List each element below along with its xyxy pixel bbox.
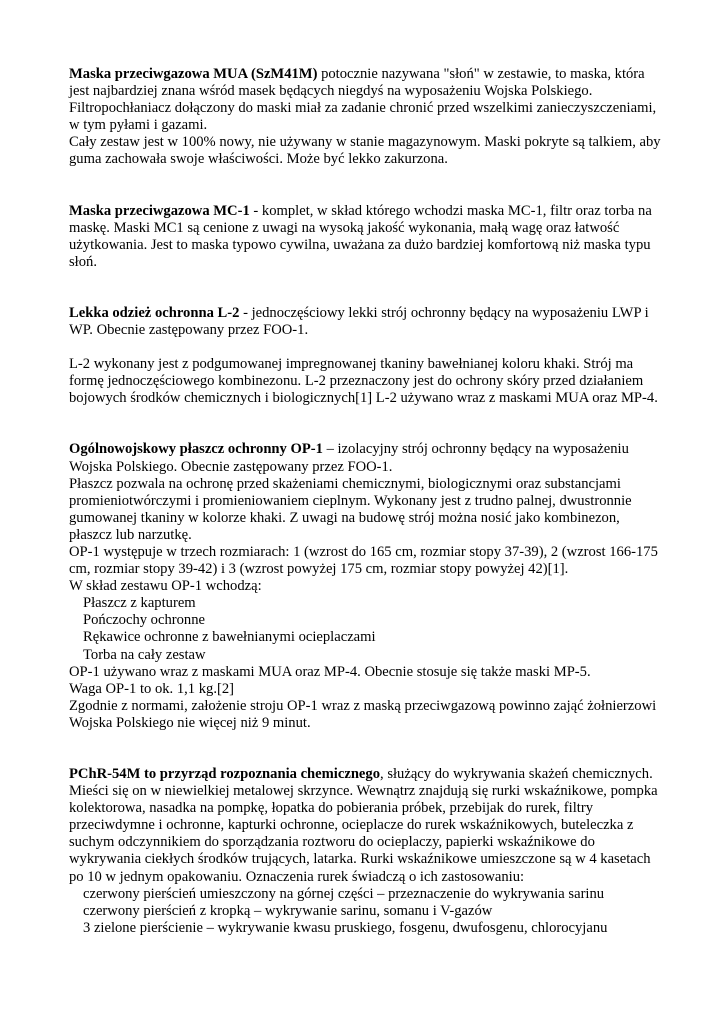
op1-lead: – izolacyjny strój ochronny będący na wyposażeniu Wojska Polskiego. Obecnie zastępowany przez FOO-1. (69, 441, 629, 475)
mua-lead: potocznie nazywana "słoń" w zestawie, to maska, która jest najbardziej znana wśród masek będących niegdyś na wyposażeniu Wojska Polskiego. Filtropochłaniacz dołączony do maski miał za zadanie chronić przed wszelkimi zanieczyszczeniami, w tym pyłami i gazami. (69, 66, 657, 134)
op1-list-item: Pończochy ochronne (83, 612, 205, 629)
mua-title: Maska przeciwgazowa MUA (SzM41M) (69, 66, 318, 82)
mua-paragraph (69, 66, 664, 134)
pchr-list-item: czerwony pierścień umieszczony na górnej części – przeznaczenie do wykrywania sarinu (83, 885, 605, 902)
l2-lead: - jednoczęściowy lekki strój ochronny będący na wyposażeniu LWP i WP. Obecnie zastępowany przez FOO-1. (69, 304, 649, 339)
op1-paragraph-4: W skład zestawu OP-1 wchodzą: (69, 578, 262, 595)
section-mc1 (69, 203, 664, 271)
op1-list-item: Rękawice ochronne z bawełnianymi ocieplaczami (83, 629, 376, 646)
op1-paragraph-7: Zgodnie z normami, założenie stroju OP-1 wraz z maską przeciwgazową powinno zająć żołnierzowi Wojska Polskiego nie więcej niż 9 minut. (69, 697, 657, 731)
section-l2 (69, 305, 664, 407)
l2-paragraph (69, 305, 664, 339)
op1-title: Ogólnowojskowy płaszcz ochronny OP-1 (69, 441, 323, 458)
op1-list-item: Torba na cały zestaw (83, 646, 206, 663)
op1-paragraph-5: OP-1 używano wraz z maskami MUA oraz MP-4. Obecnie stosuje się także maski MP-5. (69, 663, 591, 680)
pchr-lead: , służący do wykrywania skażeń chemicznych. Mieści się on w niewielkiej metalowej skrzynce. Wewnątrz znajdują się rurki wskaźnikowe, pompka kolektorowa, nasadka na pompkę, łopatka do pobierania próbek, przebijak do rurek, filtry przeciwdymne i ochronne, kapturki ochronne, ocieplacze do rurek wskaźnikowych, buteleczka z suchym odczynnikiem do sporządzania roztworu do ocieplaczy, papierki wskaźnikowe do wykrywania ciekłych środków trujących, latarka. Rurki wskaźnikowe umieszczone są w 4 kasetach po 10 w jednym opakowaniu. Oznaczenia rurek świadczą o ich zastosowaniu: (69, 766, 658, 885)
section-mua (69, 66, 664, 169)
section-op1 (69, 441, 664, 732)
mc1-paragraph (69, 203, 664, 271)
op1-paragraph-6: Waga OP-1 to ok. 1,1 kg.[2] (69, 680, 235, 697)
section-pchr (69, 766, 664, 937)
pchr-list-item: czerwony pierścień z kropką – wykrywanie sarinu, somanu i V-gazów (83, 902, 493, 919)
op1-paragraph-3: OP-1 występuje w trzech rozmiarach: 1 (wzrost do 165 cm, rozmiar stopy 37-39), 2 (wzrost 166-175 cm, rozmiar stopy 39-42) i 3 (wzrost powyżej 175 cm, rozmiar stopy powyżej 42)[1]. (69, 543, 658, 578)
l2-title: Lekka odzież ochronna L-2 (69, 304, 240, 321)
mc1-lead: - komplet, w skład którego wchodzi maska MC-1, filtr oraz torba na maskę. Maski MC1 są cenione z uwagi na wysoką jakość wykonania, małą wagę oraz łatwość użytkowania. Jest to maska typowo cywilna, uważana za dużo bardziej komfortową niż maska typu słoń. (69, 202, 652, 270)
mua-paragraph-2: Cały zestaw jest w 100% nowy, nie używany w stanie magazynowym. Maski pokryte są talkiem, aby guma zachowała swoje właściwości. Może być lekko zakurzona. (69, 134, 661, 168)
l2-paragraph-2: L-2 wykonany jest z podgumowanej impregnowanej tkaniny bawełnianej koloru khaki. Strój ma formę jednoczęściowego kombinezonu. L-2 przeznaczony jest do ochrony skóry przed działaniem bojowych środków chemicznych i biologicznych[1] L-2 używano wraz z maskami MUA oraz MP-4. (69, 356, 658, 407)
op1-paragraph (69, 441, 664, 475)
op1-list-item: Płaszcz z kapturem (83, 595, 196, 612)
op1-paragraph-2: Płaszcz pozwala na ochronę przed skażeniami chemicznymi, biologicznymi oraz substancjami promieniotwórczymi i promieniowaniem cieplnym. Wykonany jest z trudno palnej, dwustronnie gumowanej tkaniny w kolorze khaki. Z uwagi na budowę strój można nosić jako kombinezon, płaszcz lub narzutkę. (69, 475, 632, 543)
pchr-paragraph (69, 766, 664, 886)
pchr-title: PChR-54M to przyrząd rozpoznania chemicznego (69, 766, 381, 782)
pchr-list-item: 3 zielone pierścienie – wykrywanie kwasu pruskiego, fosgenu, dwufosgenu, chlorocyjanu (83, 919, 608, 936)
mc1-title: Maska przeciwgazowa MC-1 (69, 202, 250, 219)
